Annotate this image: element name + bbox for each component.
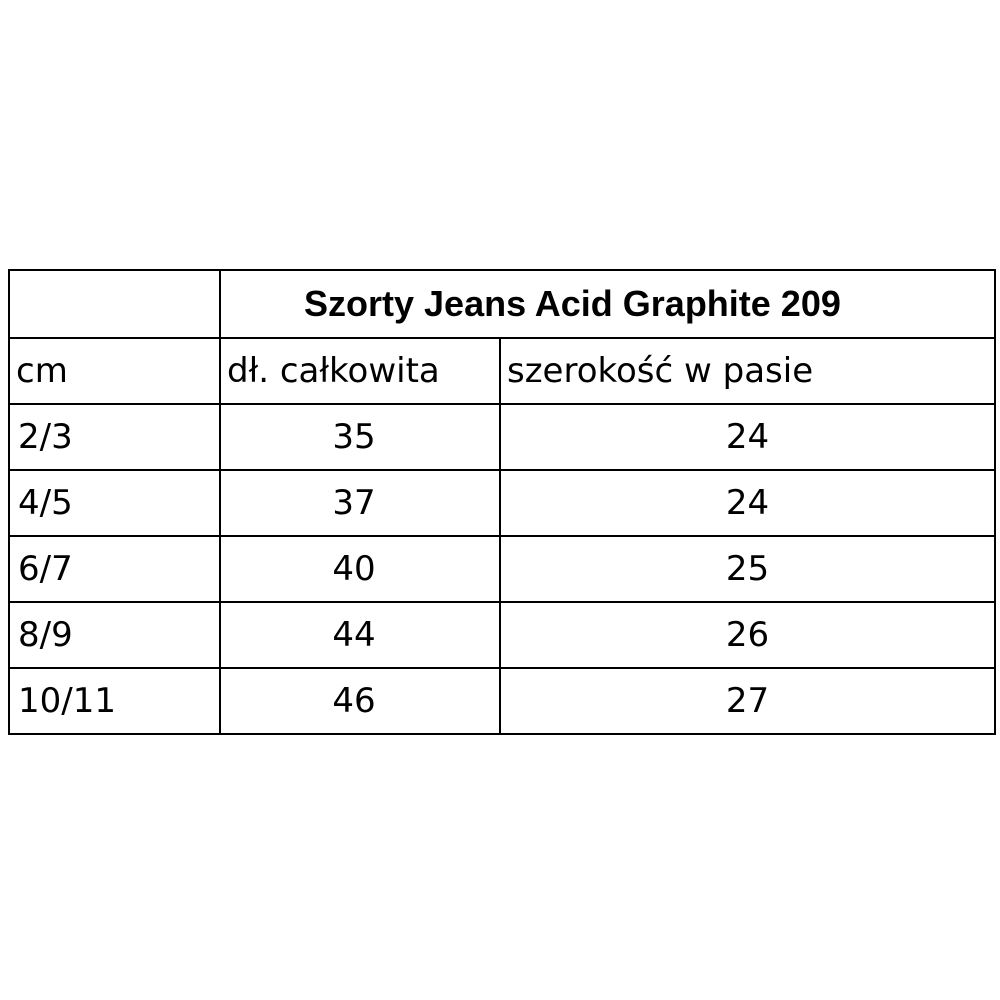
title-row (9, 270, 995, 338)
size-chart-table (8, 269, 996, 735)
total-length-cell: 46 (220, 668, 500, 734)
header-row (9, 338, 995, 404)
total-length-cell: 35 (220, 404, 500, 470)
size-cell: 4/5 (9, 470, 220, 536)
header-total-length: dł. całkowita (220, 338, 500, 404)
size-cell: 6/7 (9, 536, 220, 602)
table-row (9, 536, 995, 602)
table-title: Szorty Jeans Acid Graphite 209 (220, 270, 995, 338)
waist-width-cell: 27 (500, 668, 995, 734)
waist-width-cell: 26 (500, 602, 995, 668)
corner-cell (9, 270, 220, 338)
table-row (9, 470, 995, 536)
size-cell: 2/3 (9, 404, 220, 470)
waist-width-cell: 24 (500, 470, 995, 536)
header-waist-width: szerokość w pasie (500, 338, 995, 404)
total-length-cell: 37 (220, 470, 500, 536)
waist-width-cell: 25 (500, 536, 995, 602)
table-row (9, 404, 995, 470)
total-length-cell: 40 (220, 536, 500, 602)
size-cell: 8/9 (9, 602, 220, 668)
header-size: cm (9, 338, 220, 404)
waist-width-cell: 24 (500, 404, 995, 470)
table-row (9, 668, 995, 734)
table-row (9, 602, 995, 668)
total-length-cell: 44 (220, 602, 500, 668)
size-cell: 10/11 (9, 668, 220, 734)
